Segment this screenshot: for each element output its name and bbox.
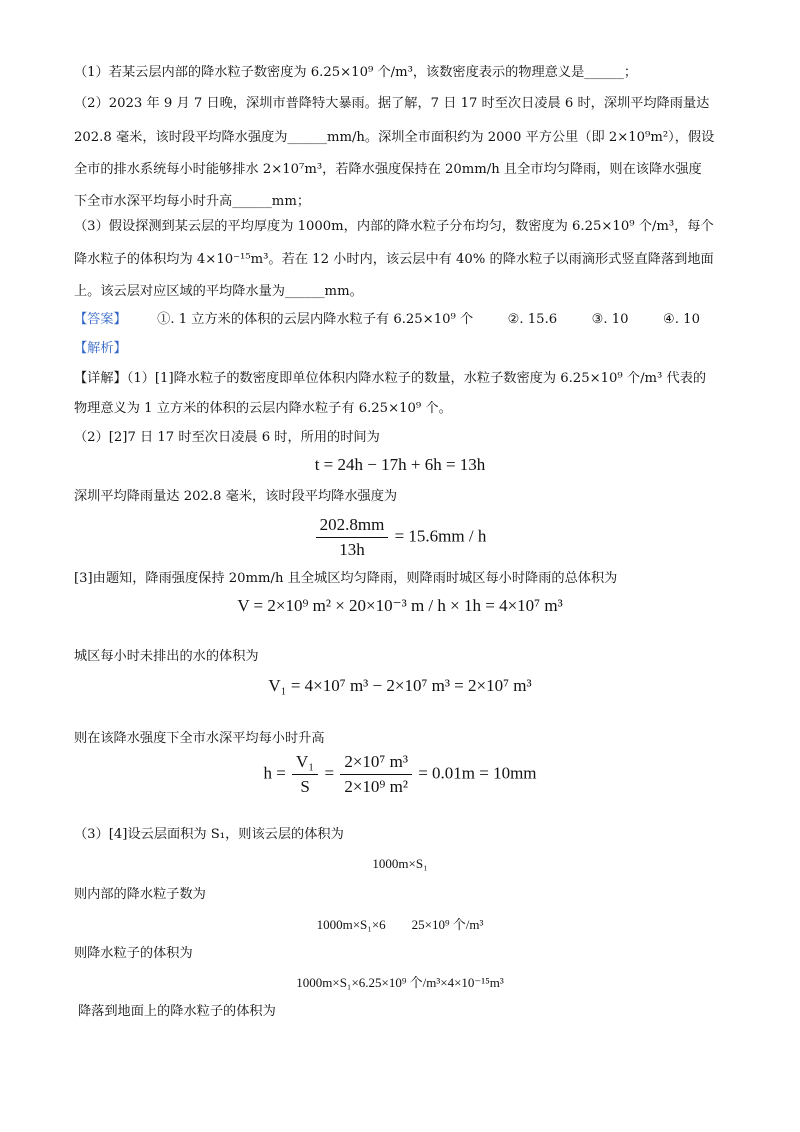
height-equals: = xyxy=(324,763,335,783)
question-3-line-3: 上。该云层对应区域的平均降水量为______mm。 xyxy=(74,284,363,299)
height-result: = 0.01m = 10mm xyxy=(418,763,537,783)
height-fraction-2 xyxy=(340,752,412,797)
question-2-line-3: 全市的排水系统每小时能够排水 2×10⁷m³，若降水强度保持在 20mm/h 且全市均匀降雨，则在该降水强度 xyxy=(74,162,702,177)
equation-volume: V = 2×10⁹ m² × 20×10⁻³ m / h × 1h = 4×10⁷ m³ xyxy=(237,596,563,615)
equation-height xyxy=(0,752,800,797)
solution-1-line-2: 物理意义为 1 立方米的体积的云层内降水粒子有 6.25×10⁹ 个。 xyxy=(74,401,452,416)
solution-4-line-3: 则降水粒子的体积为 xyxy=(74,946,193,961)
solution-3-line-3: 则在该降水强度下全市水深平均每小时升高 xyxy=(74,731,325,746)
rate-numerator: 202.8mm xyxy=(316,515,389,538)
solution-2-line-2: 深圳平均降雨量达 202.8 毫米，该时段平均降水强度为 xyxy=(74,489,398,504)
question-3-line-1: （3）假设探测到某云层的平均厚度为 1000m，内部的降水粒子分布均匀，数密度为 6.25×10⁹ 个/m³，每个 xyxy=(74,219,714,234)
equation-particle-volume: 1000m×S₁×6.25×10⁹ 个/m³×4×10⁻¹⁵m³ xyxy=(296,975,504,990)
solution-1-text: （1）[1]降水粒子的数密度即单位体积内降水粒子的数量，水粒子数密度为 6.25×10⁹ 个/m³ 代表的 xyxy=(126,371,707,386)
equation-cloud-volume: 1000m×S₁ xyxy=(372,856,428,871)
analysis-tag: 【解析】 xyxy=(74,341,127,356)
detail-tag: 【详解】 xyxy=(74,371,127,386)
equation-rate xyxy=(0,515,800,560)
equation-time: t = 24h − 17h + 6h = 13h xyxy=(314,455,486,474)
question-2-line-1: （2）2023 年 9 月 7 日晚，深圳市普降特大暴雨。据了解，7 日 17 时至次日凌晨 6 时，深圳平均降雨量达 xyxy=(74,96,710,111)
question-2-line-4: 下全市水深平均每小时升高______mm； xyxy=(74,194,311,209)
rate-fraction xyxy=(316,515,389,560)
question-1: （1）若某云层内部的降水粒子数密度为 6.25×10⁹ 个/m³，该数密度表示的物理意义是______； xyxy=(74,65,638,80)
solution-4-line-2: 则内部的降水粒子数为 xyxy=(74,887,206,902)
solution-3-line-1: [3]由题知，降雨强度保持 20mm/h 且全城区均匀降雨，则降雨时城区每小时降雨的总体积为 xyxy=(74,571,618,586)
solution-4-line-4: 降落到地面上的降水粒子的体积为 xyxy=(78,1004,276,1019)
answer-line xyxy=(74,310,730,330)
height-f2-numerator: 2×10⁷ m³ xyxy=(340,752,412,775)
question-2-line-2: 202.8 毫米，该时段平均降水强度为______mm/h。深圳全市面积约为 2000 平方公里（即 2×10⁹m²），假设 xyxy=(74,130,715,145)
solution-3-line-2: 城区每小时未排出的水的体积为 xyxy=(74,649,259,664)
answer-tag: 【答案】 xyxy=(74,312,127,327)
solution-4-line-1: （3）[4]设云层面积为 S₁，则该云层的体积为 xyxy=(74,827,344,842)
question-3-line-2: 降水粒子的体积均为 4×10⁻¹⁵m³。若在 12 小时内，该云层中有 40% 的降水粒子以雨滴形式竖直降落到地面 xyxy=(74,252,714,267)
height-f2-denominator: 2×10⁹ m² xyxy=(344,777,408,796)
height-f1-numerator: V₁ xyxy=(292,752,318,775)
solution-2-line-1: （2）[2]7 日 17 时至次日凌晨 6 时，所用的时间为 xyxy=(74,430,380,445)
rate-result: = 15.6mm / h xyxy=(394,526,487,546)
answer-2: ②. 15.6 xyxy=(507,312,558,327)
equation-unpumped-volume: V₁ = 4×10⁷ m³ − 2×10⁷ m³ = 2×10⁷ m³ xyxy=(268,676,532,695)
height-lhs: h = xyxy=(263,763,286,783)
equation-particle-count: 1000m×S₁×6 25×10⁹ 个/m³ xyxy=(316,917,484,932)
rate-denominator: 13h xyxy=(339,540,365,559)
height-fraction-1 xyxy=(292,752,318,797)
answer-3: ③. 10 xyxy=(591,312,629,327)
answer-4: ④. 10 xyxy=(662,312,700,327)
answer-1: ①. 1 立方米的体积的云层内降水粒子有 6.25×10⁹ 个 xyxy=(157,312,474,327)
solution-1-line-1 xyxy=(74,369,730,389)
height-f1-denominator: S xyxy=(300,777,310,796)
